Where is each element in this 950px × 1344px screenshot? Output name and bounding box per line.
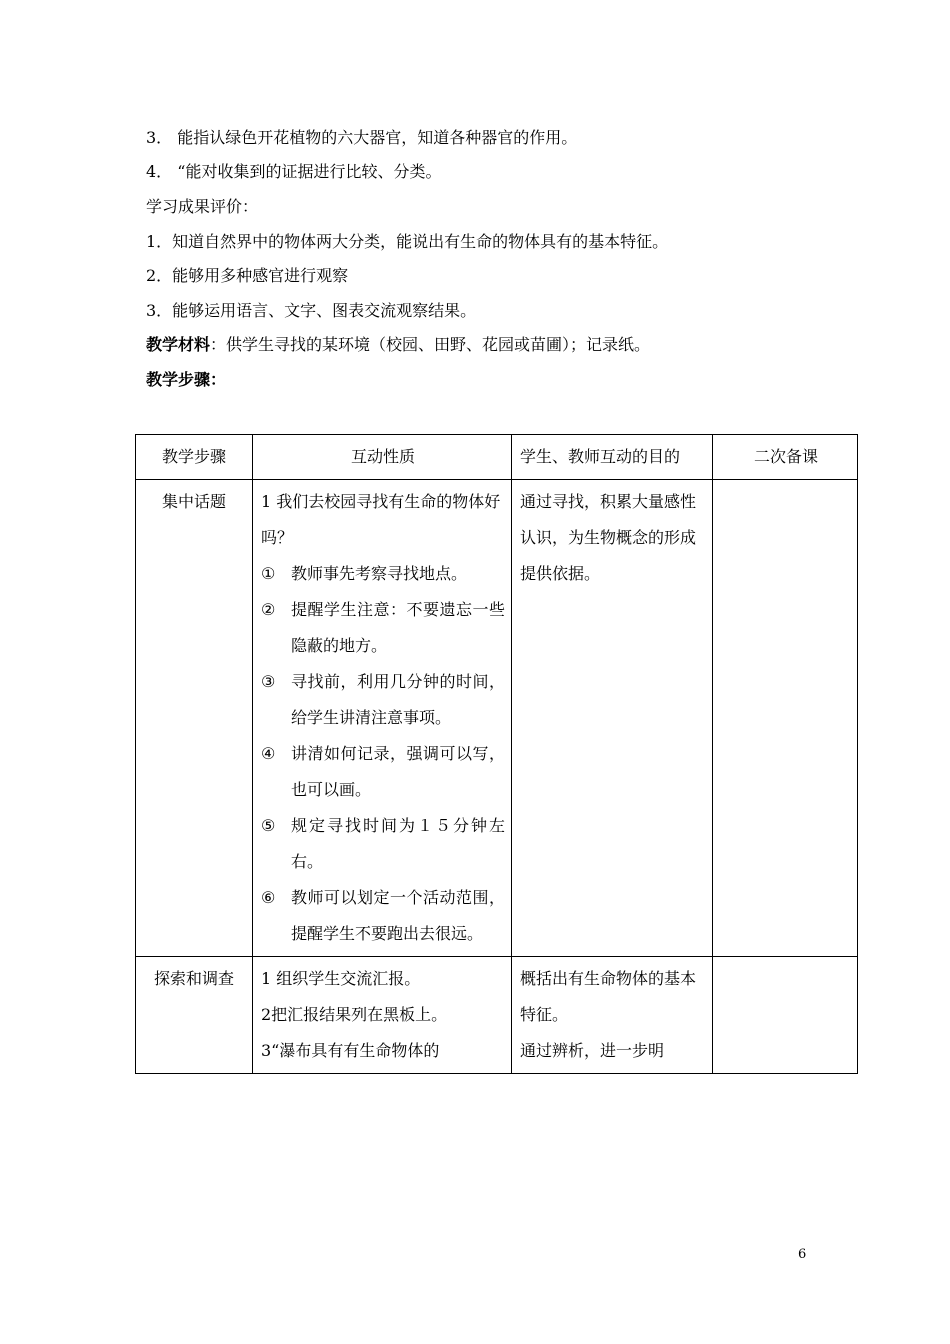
header-cell: 学生、教师互动的目的 <box>512 435 713 480</box>
intro-line: 4． “能对收集到的证据进行比较、分类。 <box>146 162 442 181</box>
list-item <box>261 664 505 736</box>
table-row <box>136 957 858 1074</box>
item-text: 教师事先考察寻找地点。 <box>291 564 468 583</box>
item-number: ② <box>261 600 276 619</box>
table-row <box>136 480 858 957</box>
item-number: ③ <box>261 672 276 691</box>
list-item <box>261 880 505 952</box>
interaction-line: 1 组织学生交流汇报。 <box>261 969 421 988</box>
item-text: 寻找前，利用几分钟的时间，给学生讲清注意事项。 <box>291 672 505 727</box>
page-number: 6 <box>798 1247 807 1262</box>
purpose-cell: 通过寻找，积累大量感性认识，为生物概念的形成提供依据。 <box>512 480 713 957</box>
item-number: ⑥ <box>261 888 276 907</box>
item-number: ⑤ <box>261 816 276 835</box>
header-cell: 互动性质 <box>253 435 512 480</box>
teaching-steps-table <box>135 434 858 1074</box>
list-item <box>261 736 505 808</box>
list-item <box>261 556 505 592</box>
header-cell: 二次备课 <box>713 435 858 480</box>
step-cell: 探索和调查 <box>136 957 253 1074</box>
intro-line: 1．知道自然界中的物体两大分类，能说出有生命的物体具有的基本特征。 <box>146 232 669 251</box>
item-text: 教师可以划定一个活动范围，提醒学生不要跑出去很远。 <box>291 888 505 943</box>
interaction-line: 2把汇报结果列在黑板上。 <box>261 1005 448 1024</box>
header-cell: 教学步骤 <box>136 435 253 480</box>
intro-line: 3． 能指认绿色开花植物的六大器官，知道各种器官的作用。 <box>146 128 578 147</box>
materials-text: ：供学生寻找的某环境（校园、田野、花园或苗圃）；记录纸。 <box>210 335 651 354</box>
materials-label: 教学材料 <box>146 335 211 354</box>
notes-cell <box>713 480 858 957</box>
purpose-cell <box>512 957 713 1074</box>
notes-cell <box>713 957 858 1074</box>
interaction-line: 3“瀑布具有有生命物体的 <box>261 1041 440 1060</box>
purpose-line: 概括出有生命物体的基本特征。 <box>520 969 697 1024</box>
table-header-row <box>136 435 858 480</box>
list-item <box>261 592 505 664</box>
intro-line: 学习成果评价： <box>146 197 259 216</box>
list-item <box>261 808 505 880</box>
item-number: ④ <box>261 744 276 763</box>
interaction-lead: 1 我们去校园寻找有生命的物体好吗？ <box>261 492 501 547</box>
materials-line <box>146 335 650 355</box>
item-text: 讲清如何记录，强调可以写，也可以画。 <box>291 744 505 799</box>
steps-heading: 教学步骤： <box>146 370 227 389</box>
item-number: ① <box>261 564 276 583</box>
purpose-line: 通过辨析，进一步明 <box>520 1041 665 1060</box>
intro-line: 3．能够运用语言、文字、图表交流观察结果。 <box>146 301 477 320</box>
interaction-cell <box>253 480 512 957</box>
step-cell: 集中话题 <box>136 480 253 957</box>
intro-line: 2．能够用多种感官进行观察 <box>146 266 349 285</box>
interaction-cell <box>253 957 512 1074</box>
item-text: 规定寻找时间为１５分钟左右。 <box>291 816 505 871</box>
item-text: 提醒学生注意：不要遗忘一些隐蔽的地方。 <box>291 600 505 655</box>
